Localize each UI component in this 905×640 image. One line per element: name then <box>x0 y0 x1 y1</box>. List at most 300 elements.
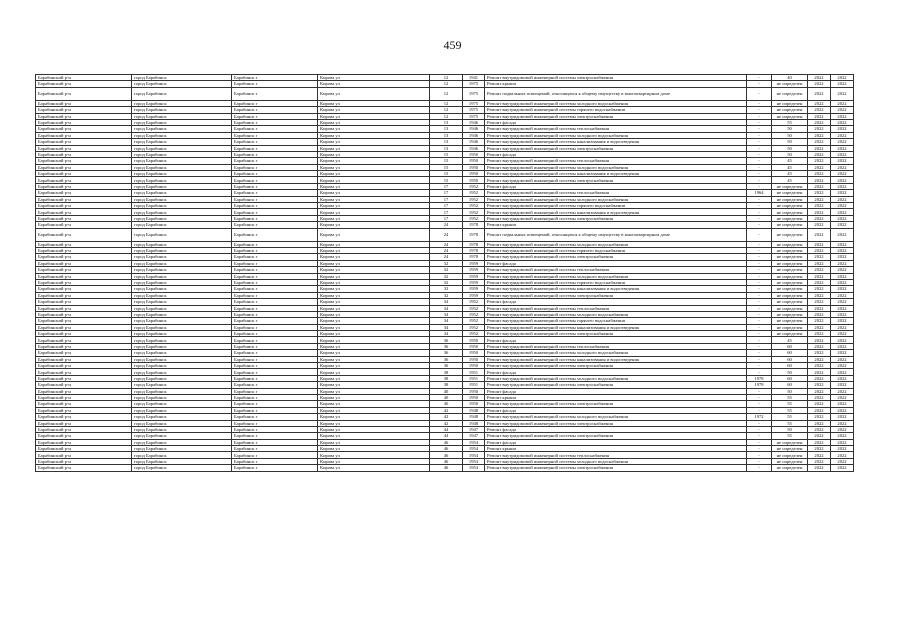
district-cell: Барабинский р-н <box>36 446 132 452</box>
municipality-cell: город Барабинск <box>132 382 232 388</box>
build-year-cell: 1952 <box>463 318 485 324</box>
wear-cell: не определен <box>772 247 808 253</box>
last-repair-year-cell: - <box>747 273 772 279</box>
street-cell: Кирова ул <box>318 324 430 330</box>
page-number: 459 <box>443 38 462 52</box>
last-repair-year-cell: 1978 <box>747 375 772 381</box>
house-number-cell: 38 <box>430 369 463 375</box>
street-cell: Кирова ул <box>318 426 430 432</box>
build-year-cell: 1950 <box>463 343 485 349</box>
work-type-cell: Ремонт внутридомовой инженерной системы электроснабжения <box>485 75 747 81</box>
end-year-cell: 2022 <box>831 350 854 356</box>
municipality-cell: город Барабинск <box>132 292 232 298</box>
municipality-cell: город Барабинск <box>132 343 232 349</box>
municipality-cell: город Барабинск <box>132 356 232 362</box>
last-repair-year-cell: - <box>747 247 772 253</box>
wear-cell: 60 <box>772 350 808 356</box>
locality-cell: Барабинск г <box>232 177 318 183</box>
work-type-cell: Ремонт внутридомовой инженерной системы электроснабжения <box>485 433 747 439</box>
locality-cell: Барабинск г <box>232 81 318 87</box>
start-year-cell: 2022 <box>808 215 831 221</box>
end-year-cell: 2022 <box>831 414 854 420</box>
start-year-cell: 2022 <box>808 183 831 189</box>
district-cell: Барабинский р-н <box>36 209 132 215</box>
house-number-cell: 38 <box>430 382 463 388</box>
last-repair-year-cell: - <box>747 113 772 119</box>
street-cell: Кирова ул <box>318 177 430 183</box>
house-number-cell: 12 <box>430 107 463 113</box>
house-number-cell: 12 <box>430 81 463 87</box>
build-year-cell: 1959 <box>463 292 485 298</box>
district-cell: Барабинский р-н <box>36 324 132 330</box>
end-year-cell: 2022 <box>831 241 854 247</box>
build-year-cell: 1946 <box>463 139 485 145</box>
municipality-cell: город Барабинск <box>132 158 232 164</box>
start-year-cell: 2022 <box>808 254 831 260</box>
start-year-cell: 2022 <box>808 126 831 132</box>
wear-cell: не определен <box>772 267 808 273</box>
district-cell: Барабинский р-н <box>36 331 132 337</box>
house-number-cell: 15 <box>430 158 463 164</box>
wear-cell: не определен <box>772 190 808 196</box>
wear-cell: 40 <box>772 75 808 81</box>
locality-cell: Барабинск г <box>232 183 318 189</box>
last-repair-year-cell: - <box>747 318 772 324</box>
work-type-cell: Ремонт крыши <box>485 81 747 87</box>
street-cell: Кирова ул <box>318 209 430 215</box>
end-year-cell: 2022 <box>831 433 854 439</box>
end-year-cell: 2022 <box>831 324 854 330</box>
work-type-cell: Ремонт внутридомовой инженерной системы электроснабжения <box>485 113 747 119</box>
wear-cell: не определен <box>772 331 808 337</box>
last-repair-year-cell: - <box>747 356 772 362</box>
district-cell: Барабинский р-н <box>36 260 132 266</box>
street-cell: Кирова ул <box>318 139 430 145</box>
build-year-cell: 1952 <box>463 299 485 305</box>
house-number-cell: 17 <box>430 203 463 209</box>
start-year-cell: 2022 <box>808 100 831 106</box>
end-year-cell: 2022 <box>831 151 854 157</box>
build-year-cell: 1952 <box>463 203 485 209</box>
locality-cell: Барабинск г <box>232 452 318 458</box>
locality-cell: Барабинск г <box>232 394 318 400</box>
district-cell: Барабинский р-н <box>36 305 132 311</box>
end-year-cell: 2022 <box>831 369 854 375</box>
municipality-cell: город Барабинск <box>132 337 232 343</box>
district-cell: Барабинский р-н <box>36 107 132 113</box>
locality-cell: Барабинск г <box>232 311 318 317</box>
house-number-cell: 24 <box>430 222 463 228</box>
build-year-cell: 1950 <box>463 337 485 343</box>
locality-cell: Барабинск г <box>232 222 318 228</box>
build-year-cell: 1951 <box>463 369 485 375</box>
wear-cell: 45 <box>772 177 808 183</box>
last-repair-year-cell: - <box>747 177 772 183</box>
district-cell: Барабинский р-н <box>36 465 132 471</box>
work-type-cell: Ремонт внутридомовой инженерной системы холодного водоснабжения <box>485 273 747 279</box>
work-type-cell: Ремонт подвальных помещений, относящихся к общему имуществу в многоквартирном доме <box>485 87 747 100</box>
municipality-cell: город Барабинск <box>132 119 232 125</box>
wear-cell: не определен <box>772 196 808 202</box>
locality-cell: Барабинск г <box>232 382 318 388</box>
locality-cell: Барабинск г <box>232 446 318 452</box>
build-year-cell: 1951 <box>463 382 485 388</box>
locality-cell: Барабинск г <box>232 100 318 106</box>
start-year-cell: 2022 <box>808 299 831 305</box>
wear-cell: не определен <box>772 222 808 228</box>
house-number-cell: 32 <box>430 267 463 273</box>
last-repair-year-cell: - <box>747 151 772 157</box>
wear-cell: 55 <box>772 414 808 420</box>
start-year-cell: 2022 <box>808 311 831 317</box>
house-number-cell: 12 <box>430 100 463 106</box>
work-type-cell: Ремонт внутридомовой инженерной системы электроснабжения <box>485 215 747 221</box>
end-year-cell: 2022 <box>831 100 854 106</box>
locality-cell: Барабинск г <box>232 299 318 305</box>
wear-cell: не определен <box>772 324 808 330</box>
municipality-cell: город Барабинск <box>132 209 232 215</box>
start-year-cell: 2022 <box>808 81 831 87</box>
house-number-cell: 32 <box>430 279 463 285</box>
district-cell: Барабинский р-н <box>36 81 132 87</box>
district-cell: Барабинский р-н <box>36 369 132 375</box>
district-cell: Барабинский р-н <box>36 350 132 356</box>
house-number-cell: 46 <box>430 452 463 458</box>
last-repair-year-cell: - <box>747 228 772 241</box>
district-cell: Барабинский р-н <box>36 87 132 100</box>
start-year-cell: 2022 <box>808 439 831 445</box>
last-repair-year-cell: - <box>747 254 772 260</box>
table-row <box>36 228 854 241</box>
street-cell: Кирова ул <box>318 164 430 170</box>
work-type-cell: Ремонт фасада <box>485 388 747 394</box>
district-cell: Барабинский р-н <box>36 382 132 388</box>
locality-cell: Барабинск г <box>232 87 318 100</box>
build-year-cell: 1948 <box>463 407 485 413</box>
municipality-cell: город Барабинск <box>132 363 232 369</box>
work-type-cell: Ремонт внутридомовой инженерной системы электроснабжения <box>485 177 747 183</box>
work-type-cell: Ремонт внутридомовой инженерной системы теплоснабжения <box>485 158 747 164</box>
locality-cell: Барабинск г <box>232 286 318 292</box>
district-cell: Барабинский р-н <box>36 196 132 202</box>
start-year-cell: 2022 <box>808 228 831 241</box>
work-type-cell: Ремонт внутридомовой инженерной системы горячего водоснабжения <box>485 107 747 113</box>
municipality-cell: город Барабинск <box>132 215 232 221</box>
house-number-cell: 36 <box>430 337 463 343</box>
street-cell: Кирова ул <box>318 369 430 375</box>
locality-cell: Барабинск г <box>232 439 318 445</box>
street-cell: Кирова ул <box>318 260 430 266</box>
municipality-cell: город Барабинск <box>132 241 232 247</box>
wear-cell: не определен <box>772 107 808 113</box>
start-year-cell: 2022 <box>808 171 831 177</box>
last-repair-year-cell: - <box>747 324 772 330</box>
district-cell: Барабинский р-н <box>36 119 132 125</box>
end-year-cell: 2022 <box>831 177 854 183</box>
start-year-cell: 2022 <box>808 458 831 464</box>
district-cell: Барабинский р-н <box>36 241 132 247</box>
last-repair-year-cell: - <box>747 279 772 285</box>
build-year-cell: 1950 <box>463 151 485 157</box>
house-number-cell: 15 <box>430 151 463 157</box>
locality-cell: Барабинск г <box>232 388 318 394</box>
work-type-cell: Ремонт фасада <box>485 337 747 343</box>
locality-cell: Барабинск г <box>232 139 318 145</box>
last-repair-year-cell: - <box>747 311 772 317</box>
build-year-cell: 1952 <box>463 196 485 202</box>
last-repair-year-cell: 1964 <box>747 190 772 196</box>
district-cell: Барабинский р-н <box>36 203 132 209</box>
build-year-cell: 1952 <box>463 331 485 337</box>
last-repair-year-cell: - <box>747 350 772 356</box>
start-year-cell: 2022 <box>808 177 831 183</box>
start-year-cell: 2022 <box>808 331 831 337</box>
district-cell: Барабинский р-н <box>36 132 132 138</box>
work-type-cell: Ремонт внутридомовой инженерной системы теплоснабжения <box>485 452 747 458</box>
last-repair-year-cell: - <box>747 209 772 215</box>
build-year-cell: 1946 <box>463 119 485 125</box>
last-repair-year-cell: - <box>747 171 772 177</box>
build-year-cell: 1952 <box>463 209 485 215</box>
end-year-cell: 2022 <box>831 394 854 400</box>
street-cell: Кирова ул <box>318 375 430 381</box>
house-number-cell: 13 <box>430 145 463 151</box>
start-year-cell: 2022 <box>808 113 831 119</box>
build-year-cell: 1950 <box>463 388 485 394</box>
build-year-cell: 1952 <box>463 324 485 330</box>
house-number-cell: 34 <box>430 305 463 311</box>
build-year-cell: 1978 <box>463 222 485 228</box>
last-repair-year-cell: - <box>747 286 772 292</box>
build-year-cell: 1959 <box>463 279 485 285</box>
street-cell: Кирова ул <box>318 145 430 151</box>
last-repair-year-cell: - <box>747 331 772 337</box>
street-cell: Кирова ул <box>318 267 430 273</box>
wear-cell: 55 <box>772 420 808 426</box>
street-cell: Кирова ул <box>318 132 430 138</box>
locality-cell: Барабинск г <box>232 107 318 113</box>
street-cell: Кирова ул <box>318 158 430 164</box>
start-year-cell: 2022 <box>808 401 831 407</box>
locality-cell: Барабинск г <box>232 273 318 279</box>
wear-cell: 50 <box>772 388 808 394</box>
end-year-cell: 2022 <box>831 145 854 151</box>
wear-cell: не определен <box>772 254 808 260</box>
district-cell: Барабинский р-н <box>36 273 132 279</box>
wear-cell: не определен <box>772 279 808 285</box>
locality-cell: Барабинск г <box>232 305 318 311</box>
wear-cell: 50 <box>772 145 808 151</box>
district-cell: Барабинский р-н <box>36 215 132 221</box>
street-cell: Кирова ул <box>318 107 430 113</box>
house-number-cell: 46 <box>430 458 463 464</box>
last-repair-year-cell: - <box>747 196 772 202</box>
locality-cell: Барабинск г <box>232 350 318 356</box>
start-year-cell: 2022 <box>808 267 831 273</box>
municipality-cell: город Барабинск <box>132 81 232 87</box>
build-year-cell: 1950 <box>463 363 485 369</box>
start-year-cell: 2022 <box>808 139 831 145</box>
house-number-cell: 44 <box>430 426 463 432</box>
start-year-cell: 2022 <box>808 164 831 170</box>
end-year-cell: 2022 <box>831 382 854 388</box>
locality-cell: Барабинск г <box>232 113 318 119</box>
start-year-cell: 2022 <box>808 260 831 266</box>
wear-cell: 50 <box>772 132 808 138</box>
work-type-cell: Ремонт внутридомовой инженерной системы холодного водоснабжения <box>485 241 747 247</box>
street-cell: Кирова ул <box>318 337 430 343</box>
end-year-cell: 2022 <box>831 426 854 432</box>
district-cell: Барабинский р-н <box>36 414 132 420</box>
municipality-cell: город Барабинск <box>132 299 232 305</box>
district-cell: Барабинский р-н <box>36 267 132 273</box>
start-year-cell: 2022 <box>808 420 831 426</box>
wear-cell: не определен <box>772 299 808 305</box>
last-repair-year-cell: - <box>747 337 772 343</box>
wear-cell: не определен <box>772 215 808 221</box>
start-year-cell: 2022 <box>808 158 831 164</box>
district-cell: Барабинский р-н <box>36 318 132 324</box>
build-year-cell: 1952 <box>463 183 485 189</box>
wear-cell: не определен <box>772 87 808 100</box>
end-year-cell: 2022 <box>831 267 854 273</box>
last-repair-year-cell: - <box>747 260 772 266</box>
wear-cell: 50 <box>772 426 808 432</box>
municipality-cell: город Барабинск <box>132 279 232 285</box>
wear-cell: не определен <box>772 318 808 324</box>
build-year-cell: 1978 <box>463 228 485 241</box>
street-cell: Кирова ул <box>318 363 430 369</box>
locality-cell: Барабинск г <box>232 356 318 362</box>
wear-cell: не определен <box>772 203 808 209</box>
work-type-cell: Ремонт крыши <box>485 446 747 452</box>
wear-cell: 60 <box>772 356 808 362</box>
work-type-cell: Ремонт внутридомовой инженерной системы канализования и водоотведения <box>485 324 747 330</box>
street-cell: Кирова ул <box>318 382 430 388</box>
work-type-cell: Ремонт фасада <box>485 260 747 266</box>
wear-cell: 55 <box>772 433 808 439</box>
last-repair-year-cell: - <box>747 394 772 400</box>
district-cell: Барабинский р-н <box>36 292 132 298</box>
municipality-cell: город Барабинск <box>132 369 232 375</box>
build-year-cell: 1954 <box>463 446 485 452</box>
last-repair-year-cell: 1972 <box>747 414 772 420</box>
street-cell: Кирова ул <box>318 196 430 202</box>
start-year-cell: 2022 <box>808 433 831 439</box>
wear-cell: 50 <box>772 126 808 132</box>
district-cell: Барабинский р-н <box>36 458 132 464</box>
build-year-cell: 1947 <box>463 426 485 432</box>
last-repair-year-cell: - <box>747 369 772 375</box>
start-year-cell: 2022 <box>808 75 831 81</box>
build-year-cell: 1975 <box>463 87 485 100</box>
end-year-cell: 2022 <box>831 318 854 324</box>
last-repair-year-cell: - <box>747 222 772 228</box>
house-number-cell: 42 <box>430 407 463 413</box>
district-cell: Барабинский р-н <box>36 394 132 400</box>
build-year-cell: 1978 <box>463 254 485 260</box>
work-type-cell: Ремонт внутридомовой инженерной системы горячего водоснабжения <box>485 203 747 209</box>
wear-cell: не определен <box>772 241 808 247</box>
end-year-cell: 2022 <box>831 375 854 381</box>
start-year-cell: 2022 <box>808 203 831 209</box>
work-type-cell: Ремонт внутридомовой инженерной системы электроснабжения <box>485 420 747 426</box>
build-year-cell: 1975 <box>463 113 485 119</box>
end-year-cell: 2022 <box>831 228 854 241</box>
build-year-cell: 1952 <box>463 215 485 221</box>
work-type-cell: Ремонт подвальных помещений, относящихся к общему имуществу в многоквартирном доме <box>485 228 747 241</box>
start-year-cell: 2022 <box>808 465 831 471</box>
build-year-cell: 1948 <box>463 414 485 420</box>
build-year-cell: 1978 <box>463 247 485 253</box>
start-year-cell: 2022 <box>808 119 831 125</box>
district-cell: Барабинский р-н <box>36 222 132 228</box>
work-type-cell: Ремонт внутридомовой инженерной системы канализования и водоотведения <box>485 171 747 177</box>
house-number-cell: 15 <box>430 177 463 183</box>
municipality-cell: город Барабинск <box>132 228 232 241</box>
locality-cell: Барабинск г <box>232 363 318 369</box>
end-year-cell: 2022 <box>831 215 854 221</box>
municipality-cell: город Барабинск <box>132 414 232 420</box>
district-cell: Барабинский р-н <box>36 401 132 407</box>
district-cell: Барабинский р-н <box>36 286 132 292</box>
wear-cell: не определен <box>772 292 808 298</box>
street-cell: Кирова ул <box>318 119 430 125</box>
house-number-cell: 36 <box>430 356 463 362</box>
municipality-cell: город Барабинск <box>132 426 232 432</box>
street-cell: Кирова ул <box>318 247 430 253</box>
start-year-cell: 2022 <box>808 151 831 157</box>
last-repair-year-cell: - <box>747 388 772 394</box>
end-year-cell: 2022 <box>831 260 854 266</box>
district-cell: Барабинский р-н <box>36 247 132 253</box>
work-type-cell: Ремонт внутридомовой инженерной системы холодного водоснабжения <box>485 100 747 106</box>
municipality-cell: город Барабинск <box>132 433 232 439</box>
last-repair-year-cell: - <box>747 452 772 458</box>
municipality-cell: город Барабинск <box>132 273 232 279</box>
district-cell: Барабинский р-н <box>36 420 132 426</box>
municipality-cell: город Барабинск <box>132 388 232 394</box>
work-type-cell: Ремонт внутридомовой инженерной системы горячего водоснабжения <box>485 279 747 285</box>
district-cell: Барабинский р-н <box>36 100 132 106</box>
house-number-cell: 17 <box>430 209 463 215</box>
house-number-cell: 17 <box>430 190 463 196</box>
end-year-cell: 2022 <box>831 254 854 260</box>
locality-cell: Барабинск г <box>232 433 318 439</box>
locality-cell: Барабинск г <box>232 407 318 413</box>
end-year-cell: 2022 <box>831 183 854 189</box>
municipality-cell: город Барабинск <box>132 331 232 337</box>
last-repair-year-cell: - <box>747 305 772 311</box>
municipality-cell: город Барабинск <box>132 286 232 292</box>
district-cell: Барабинский р-н <box>36 190 132 196</box>
build-year-cell: 1975 <box>463 81 485 87</box>
end-year-cell: 2022 <box>831 388 854 394</box>
start-year-cell: 2022 <box>808 337 831 343</box>
house-number-cell: 17 <box>430 183 463 189</box>
wear-cell: не определен <box>772 311 808 317</box>
build-year-cell: 1951 <box>463 375 485 381</box>
municipality-cell: город Барабинск <box>132 107 232 113</box>
build-year-cell: 1948 <box>463 420 485 426</box>
house-number-cell: 12 <box>430 87 463 100</box>
street-cell: Кирова ул <box>318 273 430 279</box>
start-year-cell: 2022 <box>808 446 831 452</box>
last-repair-year-cell: - <box>747 126 772 132</box>
house-number-cell: 40 <box>430 394 463 400</box>
end-year-cell: 2022 <box>831 126 854 132</box>
build-year-cell: 1954 <box>463 439 485 445</box>
